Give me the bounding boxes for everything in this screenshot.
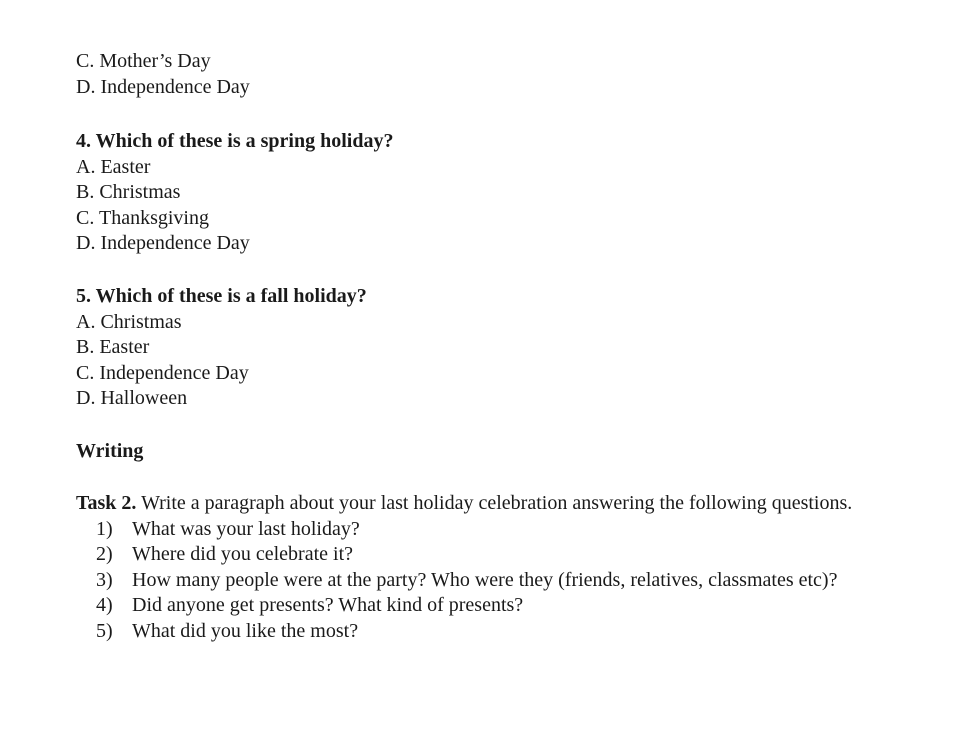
task-2 xyxy=(76,491,920,644)
task-text: Write a paragraph about your last holiday celebration answering the following questions. xyxy=(141,492,853,514)
section-heading: Writing xyxy=(76,440,144,462)
writing-section xyxy=(76,439,920,465)
question-4 xyxy=(76,129,920,257)
option-a: A. Easter xyxy=(76,155,151,178)
option-d: D. Independence Day xyxy=(76,232,250,254)
task-question-list xyxy=(76,517,920,645)
list-item-number: 3) xyxy=(96,568,113,591)
list-item-number: 5) xyxy=(96,619,113,642)
prev-question-options xyxy=(76,49,920,100)
list-item xyxy=(76,593,920,619)
option-b: B. Easter xyxy=(76,336,150,358)
list-item-number: 4) xyxy=(96,594,113,616)
list-item xyxy=(76,542,920,568)
list-item-number: 1) xyxy=(96,517,113,540)
task-instructions xyxy=(76,491,920,517)
option-c: C. Mother’s Day xyxy=(76,50,211,72)
question-5-title: 5. Which of these is a fall holiday? xyxy=(76,285,367,307)
option-a: A. Christmas xyxy=(76,310,182,333)
list-item xyxy=(76,568,920,594)
list-item xyxy=(76,517,920,543)
question-5 xyxy=(76,284,920,412)
option-b: B. Christmas xyxy=(76,181,181,203)
list-item-text: What did you like the most? xyxy=(132,619,359,642)
list-item-text: How many people were at the party? Who were they (friends, relatives, classmates etc)? xyxy=(132,568,838,591)
option-d: D. Halloween xyxy=(76,387,188,409)
list-item xyxy=(76,619,920,645)
option-c: C. Thanksgiving xyxy=(76,206,209,229)
task-label: Task 2. xyxy=(76,492,137,514)
list-item-number: 2) xyxy=(96,543,113,565)
list-item-text: Did anyone get presents? What kind of presents? xyxy=(132,594,524,616)
question-4-title: 4. Which of these is a spring holiday? xyxy=(76,130,394,152)
list-item-text: What was your last holiday? xyxy=(132,517,360,540)
list-item-text: Where did you celebrate it? xyxy=(132,543,353,565)
option-c: C. Independence Day xyxy=(76,361,249,384)
option-d: D. Independence Day xyxy=(76,75,250,98)
